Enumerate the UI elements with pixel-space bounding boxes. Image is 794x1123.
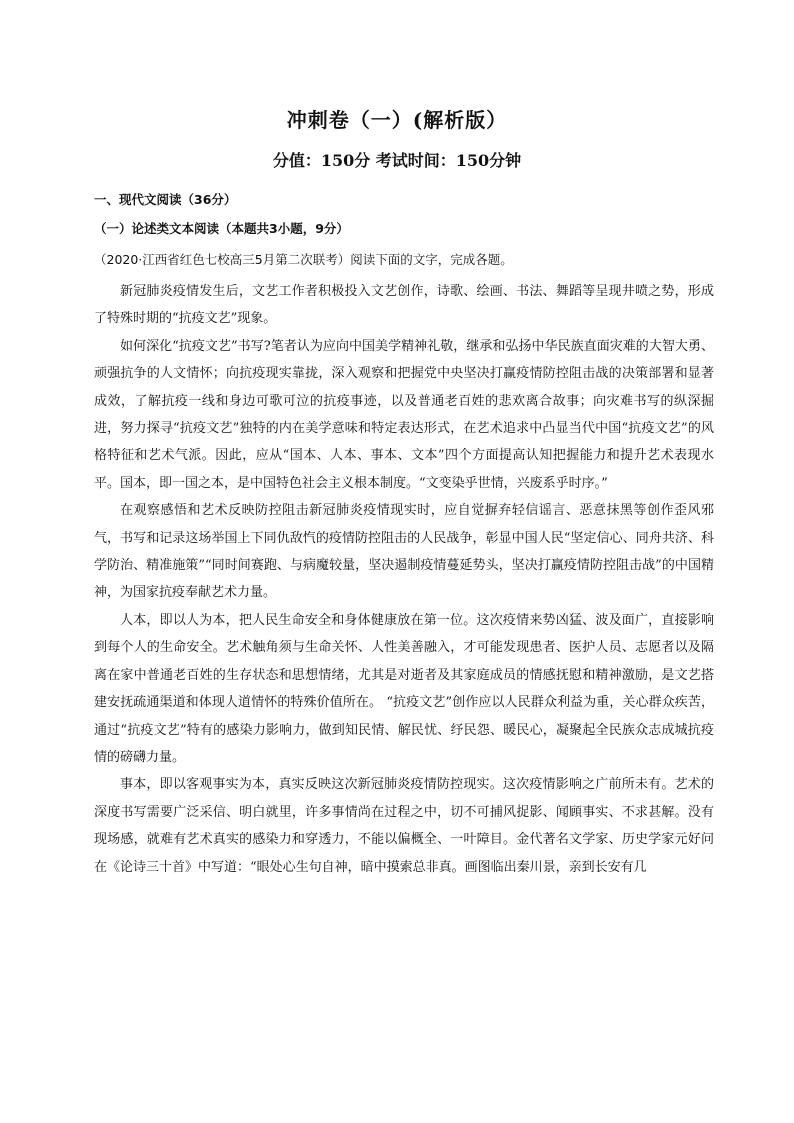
paragraph-4: 人本，即以人为本，把人民生命安全和身体健康放在第一位。这次疫情来势凶猛、波及面广，直接影响到每个人的生命安全。艺术触角须与生命关怀、人性美善融入，才可能发现患者、医护人员、志愿者以及隔离在家中普通老百姓的生存状态和思想情绪，尤其是对逝者及其家庭成员的情感抚慰和精神激励，是文艺搭建安抚疏通渠道和体现人道情怀的特殊价值所在。 “抗疫文艺”创作应以人民群众利益为重，关心群众疾苦，通过“抗疫文艺”特有的感染力影响力，做到知民情、解民忧、纾民怨、暖民心，凝聚起全民族众志成城抗疫情的磅礴力量。 — [94, 612, 714, 765]
score-time-line: 分值：150分 考试时间：150分钟 — [272, 151, 522, 170]
passage-body — [94, 278, 714, 881]
paragraph-2: 如何深化“抗疫文艺”书写?笔者认为应向中国美学精神礼敬，继承和弘扬中华民族直面灾难的大智大勇、顽强抗争的人文情怀；向抗疫现实靠拢，深入观察和把握党中央坚决打赢疫情防控阻击战的决策部署和显著成效，了解抗疫一线和身边可歌可泣的抗疫事迹，以及普通老百姓的悲欢离合故事；向灾难书写的纵深掘进，努力探寻“抗疫文艺”独特的内在美学意味和特定表达形式，在艺术追求中凸显当代中国“抗疫文艺”的风格特征和艺术气派。因此，应从“国本、人本、事本、文本”四个方面提高认知把握能力和提升艺术表现水平。国本，即一国之本，是中国特色社会主义根本制度。“文变染乎世情，兴废系乎时序。” — [94, 338, 714, 491]
source-note: （2020·江西省红色七校高三5月第二次联考）阅读下面的文字，完成各题。 — [94, 252, 513, 267]
paragraph-1: 新冠肺炎疫情发生后，文艺工作者积极投入文艺创作，诗歌、绘画、书法、舞蹈等呈现井喷之势，形成了特殊时期的“抗疫文艺”现象。 — [94, 284, 714, 327]
subsection-heading: （一）论述类文本阅读（本题共3小题，9分） — [94, 221, 349, 236]
section-heading: 一、现代文阅读（36分） — [94, 192, 237, 207]
paragraph-5: 事本，即以客观事实为本，真实反映这次新冠肺炎疫情防控现实。这次疫情影响之广前所未有。艺术的深度书写需要广泛采信、明白就里，许多事情尚在过程之中，切不可捕风捉影、闻頋事实、不求甚解。没有现场感，就难有艺术真实的感染力和穿透力，不能以偏概全、一叶障目。金代著名文学家、历史学家元好问在《论诗三十首》中写道：“眼处心生句自神，暗中摸索总非真。画图临出秦川景，亲到长安有几 — [94, 777, 714, 875]
paragraph-3: 在观察感悟和艺术反映防控阻击新冠肺炎疫情现实时，应自觉摒弃轻信谣言、恶意抹黑等创作歪风邪气，书写和记录这场举国上下同仇敌忾的疫情防控阻击的人民战争，彰显中国人民“坚定信心、同舟共济、科学防治、精准施策”“同时间赛跑、与病魔较量，坚决遏制疫情蔓延势头，坚决打赢疫情防控阻击战”的中国精神，为国家抗疫奉献艺术力量。 — [94, 503, 714, 601]
document-title: 冲刺卷（一）(解析版） — [286, 108, 508, 132]
